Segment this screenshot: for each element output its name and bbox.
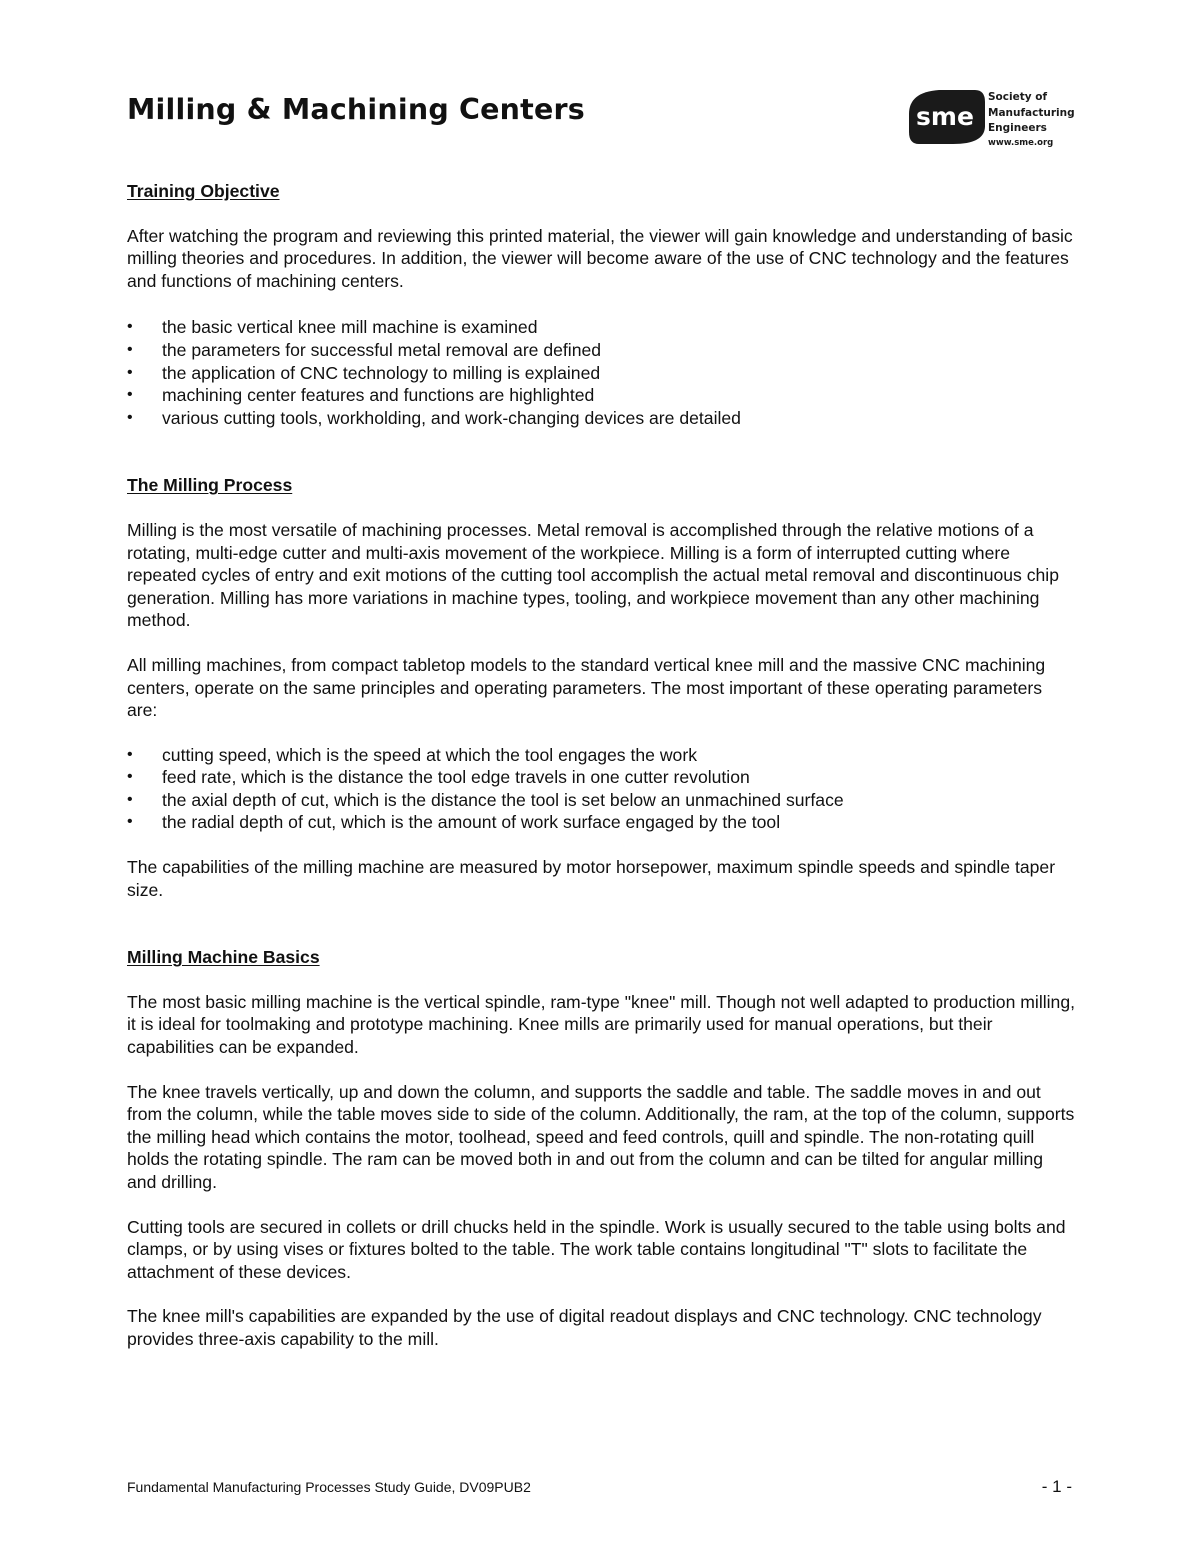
process-paragraph-2: All milling machines, from compact tabletop models to the standard vertical knee mill and the massive CNC machining centers, operate on the same principles and operating parameters. The most important of these operating parameters are: xyxy=(127,654,1046,721)
basics-paragraph-1: The most basic milling machine is the vertical spindle, ram-type "knee" mill. Though not well adapted to production milling, it is ideal for toolmaking and prototype machining. Knee mills are primarily used for manual operations, but their capabilities can be expanded. xyxy=(127,991,1076,1058)
footer-document-title: Fundamental Manufacturing Processes Study Guide, DV09PUB2 xyxy=(127,1479,531,1495)
list-item-text: machining center features and functions are highlighted xyxy=(162,385,595,406)
sme-logo-mark-text: sme xyxy=(916,102,974,131)
document-body xyxy=(127,180,1077,1351)
bullet-icon: • xyxy=(127,790,133,808)
basics-paragraph-3: Cutting tools are secured in collets or drill chucks held in the spindle. Work is usually secured to the table using bolts and clamps, or by using vises or fixtures bolted to the table. The work table contains longitudinal "T" slots to facilitate the attachment of these devices. xyxy=(127,1216,1066,1282)
list-item-text: feed rate, which is the distance the tool edge travels in one cutter revolution xyxy=(162,767,750,788)
list-item-text: the radial depth of cut, which is the amount of work surface engaged by the tool xyxy=(162,812,781,833)
bullet-icon: • xyxy=(127,408,133,426)
sme-logo-wordmark xyxy=(988,90,1075,150)
list-item-text: various cutting tools, workholding, and work-changing devices are detailed xyxy=(162,407,741,428)
logo-url: www.sme.org xyxy=(988,137,1054,148)
basics-paragraph-4: The knee mill's capabilities are expanded by the use of digital readout displays and CNC technology. CNC technology provides three-axis capability to the mill. xyxy=(127,1306,1042,1349)
footer-page-number: - 1 - xyxy=(1041,1477,1072,1496)
basics-paragraph-2: The knee travels vertically, up and down the column, and supports the saddle and table. The saddle moves in and out from the column, while the table moves side to side of the column. Additionally, the ram, at the top of the column, supports the milling head which contains the motor, toolhead, speed and feed controls, quill and spindle. The non-rotating quill holds the rotating spindle. The ram can be moved both in and out from the column and can be tilted for angular milling and drilling. xyxy=(127,1081,1075,1192)
bullet-icon: • xyxy=(127,813,133,831)
sme-logo-mark-icon xyxy=(903,84,987,150)
sme-logo xyxy=(903,84,1093,150)
list-item-text: cutting speed, which is the speed at which the tool engages the work xyxy=(162,744,697,765)
list-item-text: the basic vertical knee mill machine is examined xyxy=(162,317,538,338)
list-item xyxy=(127,789,1077,812)
list-item xyxy=(127,316,1077,339)
bullet-icon: • xyxy=(127,318,133,336)
list-item xyxy=(127,384,1077,407)
bullet-icon: • xyxy=(127,768,133,786)
process-paragraph-1: Milling is the most versatile of machining processes. Metal removal is accomplished through the relative motions of a rotating, multi-edge cutter and multi-axis movement of the workpiece. Milling is a form of interrupted cutting where repeated cycles of entry and exit motions of the cutting tool accomplish the actual metal removal and discontinuous chip generation. Milling has more variations in machine types, tooling, and workpiece movement than any other machining method. xyxy=(127,519,1060,631)
section-heading-milling-process: The Milling Process xyxy=(127,475,293,496)
process-paragraph-3: The capabilities of the milling machine are measured by motor horsepower, maximum spindle speeds and spindle taper size. xyxy=(127,857,1056,900)
section-heading-machine-basics: Milling Machine Basics xyxy=(127,947,320,968)
bullet-icon: • xyxy=(127,745,133,763)
list-item-text: the application of CNC technology to milling is explained xyxy=(162,362,601,383)
objective-intro-paragraph: After watching the program and reviewing this printed material, the viewer will gain knowledge and understanding of basic milling theories and procedures. In addition, the viewer will become aware of the use of CNC technology and the features and functions of machining centers. xyxy=(127,225,1073,291)
bullet-icon: • xyxy=(127,386,133,404)
bullet-icon: • xyxy=(127,340,133,358)
logo-line-2: Manufacturing xyxy=(988,106,1075,119)
objective-bullet-list xyxy=(127,316,1077,429)
list-item xyxy=(127,407,1077,430)
logo-line-3: Engineers xyxy=(988,122,1047,134)
logo-line-1: Society of xyxy=(988,91,1048,103)
parameters-bullet-list xyxy=(127,744,1077,834)
section-heading-training-objective: Training Objective xyxy=(127,181,280,201)
list-item xyxy=(127,339,1077,362)
document-title: Milling & Machining Centers xyxy=(127,93,585,126)
list-item xyxy=(127,744,1077,767)
bullet-icon: • xyxy=(127,363,133,381)
list-item xyxy=(127,362,1077,385)
list-item xyxy=(127,811,1077,834)
list-item xyxy=(127,766,1077,789)
list-item-text: the parameters for successful metal removal are defined xyxy=(162,339,602,360)
list-item-text: the axial depth of cut, which is the distance the tool is set below an unmachined surface xyxy=(162,789,844,810)
